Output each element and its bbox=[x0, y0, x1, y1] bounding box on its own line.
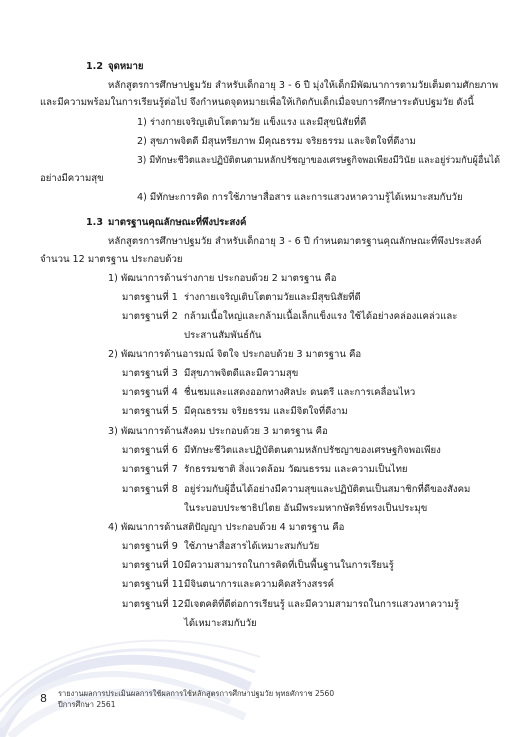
standard-text: ใช้ภาษาสื่อสารได้เหมาะสมกับวัย bbox=[184, 541, 320, 552]
standard-label: มาตรฐานที่ 9 bbox=[122, 541, 178, 552]
standard-label: มาตรฐานที่ 2 bbox=[122, 311, 178, 322]
standard-label: มาตรฐานที่ 1 bbox=[122, 292, 178, 303]
paragraph-line: และมีความพร้อมในการเรียนรู้ต่อไป จึงกำหนดจุดหมายเพื่อให้เกิดกับเด็กเมื่อจบการศึกษาระดับปฐมวัย ดังนี้ bbox=[40, 97, 474, 108]
standard-text: ร่างกายเจริญเติบโตตามวัยและมีสุขนิสัยที่ดี bbox=[184, 292, 361, 303]
standard-text: กล้ามเนื้อใหญ่และกล้ามเนื้อเล็กแข็งแรง ใช้ได้อย่างคล่องแคล่วและ bbox=[184, 311, 458, 322]
list-item: 4) มีทักษะการคิด การใช้ภาษาสื่อสาร และการแสวงหาความรู้ได้เหมาะสมกับวัย bbox=[137, 192, 463, 203]
standard-label: มาตรฐานที่ 8 bbox=[122, 484, 178, 495]
standard-text: รักธรรมชาติ สิ่งแวดล้อม วัฒนธรรม และความเป็นไทย bbox=[184, 464, 408, 475]
standard-text-continuation: ประสานสัมพันธ์กัน bbox=[184, 330, 262, 341]
standard-label: มาตรฐานที่ 7 bbox=[122, 464, 178, 475]
section-number: 1.3 bbox=[86, 217, 103, 228]
paragraph-line: หลักสูตรการศึกษาปฐมวัย สำหรับเด็กอายุ 3 - 6 ปี มุ่งให้เด็กมีพัฒนาการตามวัยเต็มตามศักยภาพ bbox=[108, 80, 499, 91]
list-item: 2) สุขภาพจิตดี มีสุนทรียภาพ มีคุณธรรม จริยธรรม และจิตใจที่ดีงาม bbox=[137, 136, 416, 147]
section-heading: มาตรฐานคุณลักษณะที่พึงประสงค์ bbox=[108, 217, 247, 228]
list-item: 3) มีทักษะชีวิตและปฏิบัติตนตามหลักปรัชญาของเศรษฐกิจพอเพียงมีวินัย และอยู่ร่วมกับผู้อื่นได้ bbox=[137, 155, 501, 166]
footer-line: ปีการศึกษา 2561 bbox=[58, 700, 116, 709]
standard-label: มาตรฐานที่ 4 bbox=[122, 387, 178, 398]
category-line: 2) พัฒนาการด้านอารมณ์ จิตใจ ประกอบด้วย 3 มาตรฐาน คือ bbox=[108, 349, 362, 360]
standard-text: มีเจตคติที่ดีต่อการเรียนรู้ และมีความสามารถในการแสวงหาความรู้ bbox=[184, 599, 459, 610]
list-item: 1) ร่างกายเจริญเติบโตตามวัย แข็งแรง และมีสุขนิสัยที่ดี bbox=[137, 117, 367, 128]
standard-label: มาตรฐานที่ 11 bbox=[122, 579, 184, 590]
section-heading: จุดหมาย bbox=[108, 61, 144, 72]
standard-text: อยู่ร่วมกับผู้อื่นได้อย่างมีความสุขและปฏิบัติตนเป็นสมาชิกที่ดีของสังคม bbox=[184, 484, 471, 495]
standard-text: มีความสามารถในการคิดที่เป็นพื้นฐานในการเรียนรู้ bbox=[184, 560, 394, 571]
paragraph-line: หลักสูตรการศึกษาปฐมวัย สำหรับเด็กอายุ 3 - 6 ปี กำหนดมาตรฐานคุณลักษณะที่พึงประสงค์ bbox=[108, 236, 482, 247]
standard-text: ชื่นชมและแสดงออกทางศิลปะ ดนตรี และการเคลื่อนไหว bbox=[184, 387, 416, 398]
footer-line: รายงานผลการประเมินผลการใช้ผลการใช้หลักสูตรการศึกษาปฐมวัย พุทธศักราช 2560 bbox=[58, 689, 335, 698]
category-line: 1) พัฒนาการด้านร่างกาย ประกอบด้วย 2 มาตรฐาน คือ bbox=[108, 273, 337, 284]
standard-text-continuation: ได้เหมาะสมกับวัย bbox=[184, 618, 257, 629]
list-item-continuation: อย่างมีความสุข bbox=[40, 173, 104, 184]
standard-text-continuation: ในระบอบประชาธิปไตย อันมีพระมหากษัตริย์ทรงเป็นประมุข bbox=[184, 503, 428, 514]
standard-text: มีคุณธรรม จริยธรรม และมีจิตใจที่ดีงาม bbox=[184, 406, 348, 417]
paragraph-line: จำนวน 12 มาตรฐาน ประกอบด้วย bbox=[40, 254, 183, 265]
standard-label: มาตรฐานที่ 3 bbox=[122, 368, 178, 379]
standard-label: มาตรฐานที่ 12 bbox=[122, 599, 184, 610]
standard-text: มีจินตนาการและความคิดสร้างสรรค์ bbox=[184, 579, 335, 590]
category-line: 4) พัฒนาการด้านสติปัญญา ประกอบด้วย 4 มาตรฐาน คือ bbox=[108, 522, 345, 533]
standard-label: มาตรฐานที่ 6 bbox=[122, 445, 178, 456]
standard-label: มาตรฐานที่ 5 bbox=[122, 406, 178, 417]
standard-label: มาตรฐานที่ 10 bbox=[122, 560, 184, 571]
standard-text: มีทักษะชีวิตและปฏิบัติตนตามหลักปรัชญาของเศรษฐกิจพอเพียง bbox=[184, 445, 441, 456]
page-number: 8 bbox=[40, 692, 47, 705]
section-number: 1.2 bbox=[86, 61, 103, 72]
standard-text: มีสุขภาพจิตดีและมีความสุข bbox=[184, 368, 299, 379]
category-line: 3) พัฒนาการด้านสังคม ประกอบด้วย 3 มาตรฐาน คือ bbox=[108, 426, 328, 437]
